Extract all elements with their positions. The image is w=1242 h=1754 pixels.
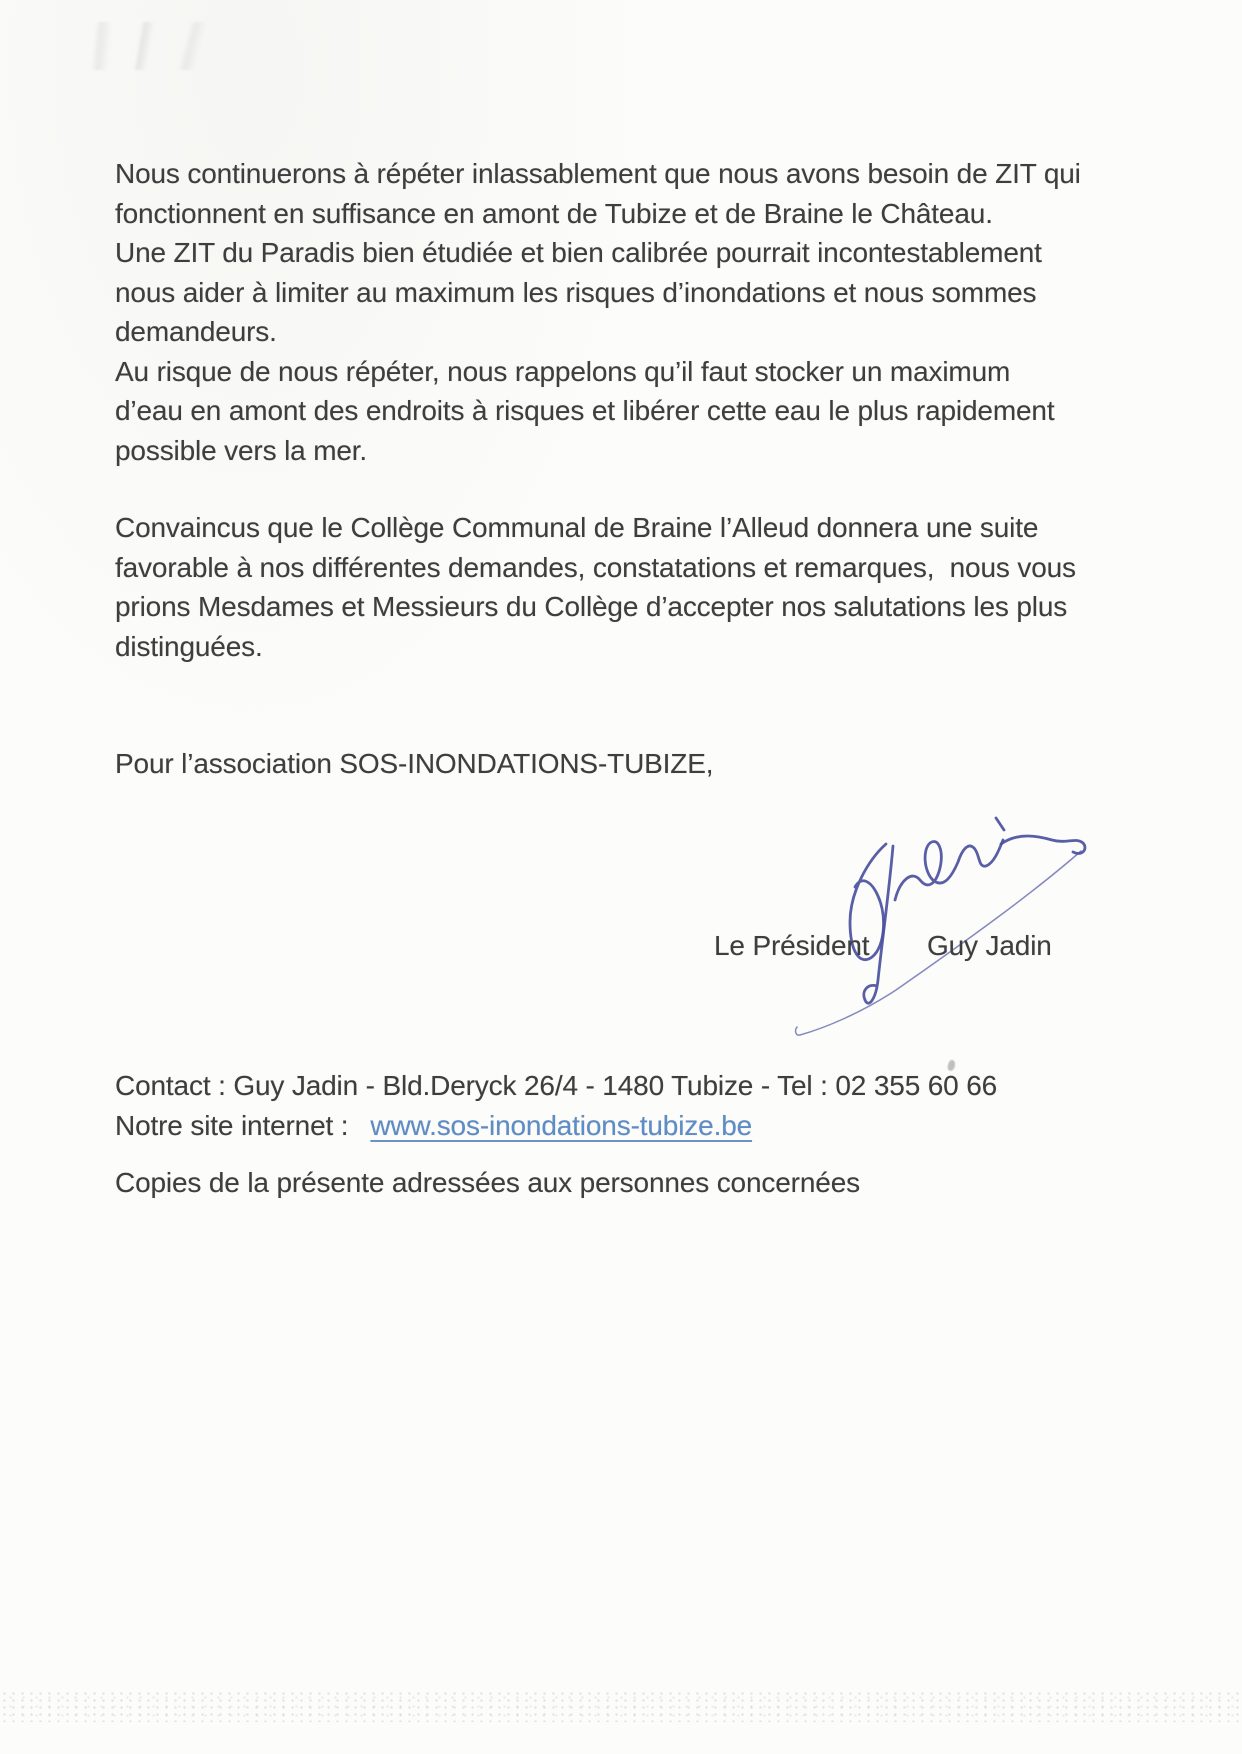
scan-noise-band [0,1690,1242,1722]
scan-smudge-artifact [50,22,270,70]
text-line: Une ZIT du Paradis bien étudiée et bien calibrée pourrait incontestablement [115,237,1042,268]
text-line: nous aider à limiter au maximum les risques d’inondations et nous sommes [115,276,1037,308]
text-line: distinguées. [115,630,263,662]
text-line: fonctionnent en suffisance en amont de Tubize et de Braine le Château. [115,197,993,229]
association-line: Pour l’association SOS-INONDATIONS-TUBIZE, [115,748,714,779]
text-line: Au risque de nous répéter, nous rappelons qu’il faut stocker un maximum [115,355,1011,387]
paragraph-zit-request [115,154,1081,470]
copies-note: Copies de la présente adressées aux personnes concernées [115,1167,860,1198]
website-label: Notre site internet : [115,1110,349,1141]
text-line: Convaincus que le Collège Communal de Braine l’Alleud donnera une suite [115,512,1039,543]
text-line: favorable à nos différentes demandes, constatations et remarques, nous vous [115,551,1076,583]
text-line: demandeurs. [115,316,277,347]
website-link[interactable]: www.sos-inondations-tubize.be [370,1110,753,1141]
text-line: prions Mesdames et Messieurs du Collège d’accepter nos salutations les plus [115,591,1068,622]
text-line: Nous continuerons à répéter inlassablement que nous avons besoin de ZIT qui [115,158,1081,189]
paragraph-closing-salutation [115,508,1076,666]
website-line [115,1106,997,1146]
contact-block [115,1066,997,1146]
signer-role: Le Président [714,930,870,961]
text-line: d’eau en amont des endroits à risques et libérer cette eau le plus rapidement [115,395,1055,426]
text-line: possible vers la mer. [115,434,368,466]
signer-name: Guy Jadin [927,930,1052,961]
contact-line: Contact : Guy Jadin - Bld.Deryck 26/4 - 1480 Tubize - Tel : 02 355 60 66 [115,1070,998,1101]
handwritten-signature [700,780,1130,1060]
